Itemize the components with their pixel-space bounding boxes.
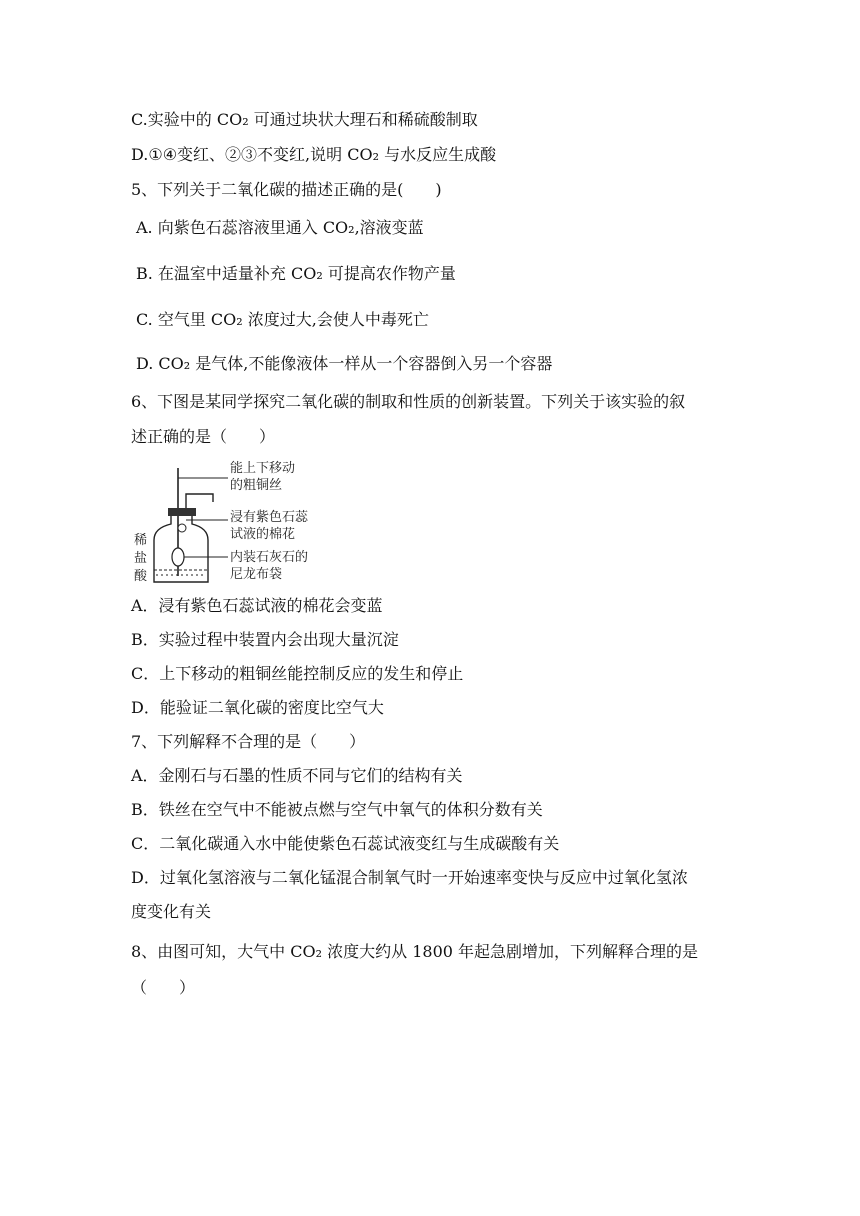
question-7-option-b: B．铁丝在空气中不能被点燃与空气中氧气的体积分数有关 [131, 800, 543, 819]
question-6-option-a: A．浸有紫色石蕊试液的棉花会变蓝 [131, 596, 383, 615]
label-wire-1: 能上下移动 [230, 461, 296, 476]
question-7-option-d-line-1: D．过氧化氢溶液与二氧化锰混合制氧气时一开始速率变快与反应中过氧化氢浓 [131, 868, 688, 887]
label-wire-2: 的粗铜丝 [230, 478, 283, 493]
option-d-text: D.①④变红、②③不变红,说明 CO₂ 与水反应生成酸 [131, 145, 497, 164]
question-6-stem-line-2: 述正确的是（ ） [131, 427, 276, 446]
question-7-stem: 7、下列解释不合理的是（ ） [131, 732, 366, 751]
nylon-bag [172, 548, 184, 566]
question-5-stem: 5、下列关于二氧化碳的描述正确的是( ) [131, 180, 442, 199]
question-8-stem-line-1: 8、由图可知，大气中 CO₂ 浓度大约从 1800 年起急剧增加，下列解释合理的是 [131, 942, 699, 961]
question-5-option-c: C. 空气里 CO₂ 浓度过大,会使人中毒死亡 [136, 310, 429, 329]
rubber-stopper [168, 508, 196, 516]
label-acid-3: 酸 [134, 569, 148, 584]
label-acid-2: 盐 [134, 551, 148, 566]
question-6-option-d: D．能验证二氧化碳的密度比空气大 [131, 698, 384, 717]
question-6-stem-line-1: 6、下图是某同学探究二氧化碳的制取和性质的创新装置。下列关于该实验的叙 [131, 392, 686, 411]
question-7-option-c: C．二氧化碳通入水中能使紫色石蕊试液变红与生成碳酸有关 [131, 834, 560, 853]
apparatus-diagram [128, 458, 343, 586]
question-8-stem-line-2: （ ） [131, 978, 196, 997]
label-cotton-2: 试液的棉花 [230, 527, 296, 542]
cotton-ball [178, 524, 186, 532]
question-7-option-a: A．金刚石与石墨的性质不同与它们的结构有关 [131, 766, 463, 785]
label-bag-2: 尼龙布袋 [230, 567, 283, 582]
label-acid-1: 稀 [134, 533, 148, 548]
option-c-text: C.实验中的 CO₂ 可通过块状大理石和稀硫酸制取 [131, 110, 478, 129]
question-7-option-d-line-2: 度变化有关 [131, 902, 212, 921]
gas-tube [186, 494, 213, 508]
question-5-option-a: A. 向紫色石蕊溶液里通入 CO₂,溶液变蓝 [136, 218, 424, 237]
question-5-option-d: D. CO₂ 是气体,不能像液体一样从一个容器倒入另一个容器 [136, 354, 553, 373]
question-6-option-c: C．上下移动的粗铜丝能控制反应的发生和停止 [131, 664, 464, 683]
label-bag-1: 内装石灰石的 [230, 550, 309, 565]
label-cotton-1: 浸有紫色石蕊 [230, 510, 309, 525]
question-5-option-b: B. 在温室中适量补充 CO₂ 可提高农作物产量 [136, 264, 456, 283]
question-6-option-b: B．实验过程中装置内会出现大量沉淀 [131, 630, 399, 649]
